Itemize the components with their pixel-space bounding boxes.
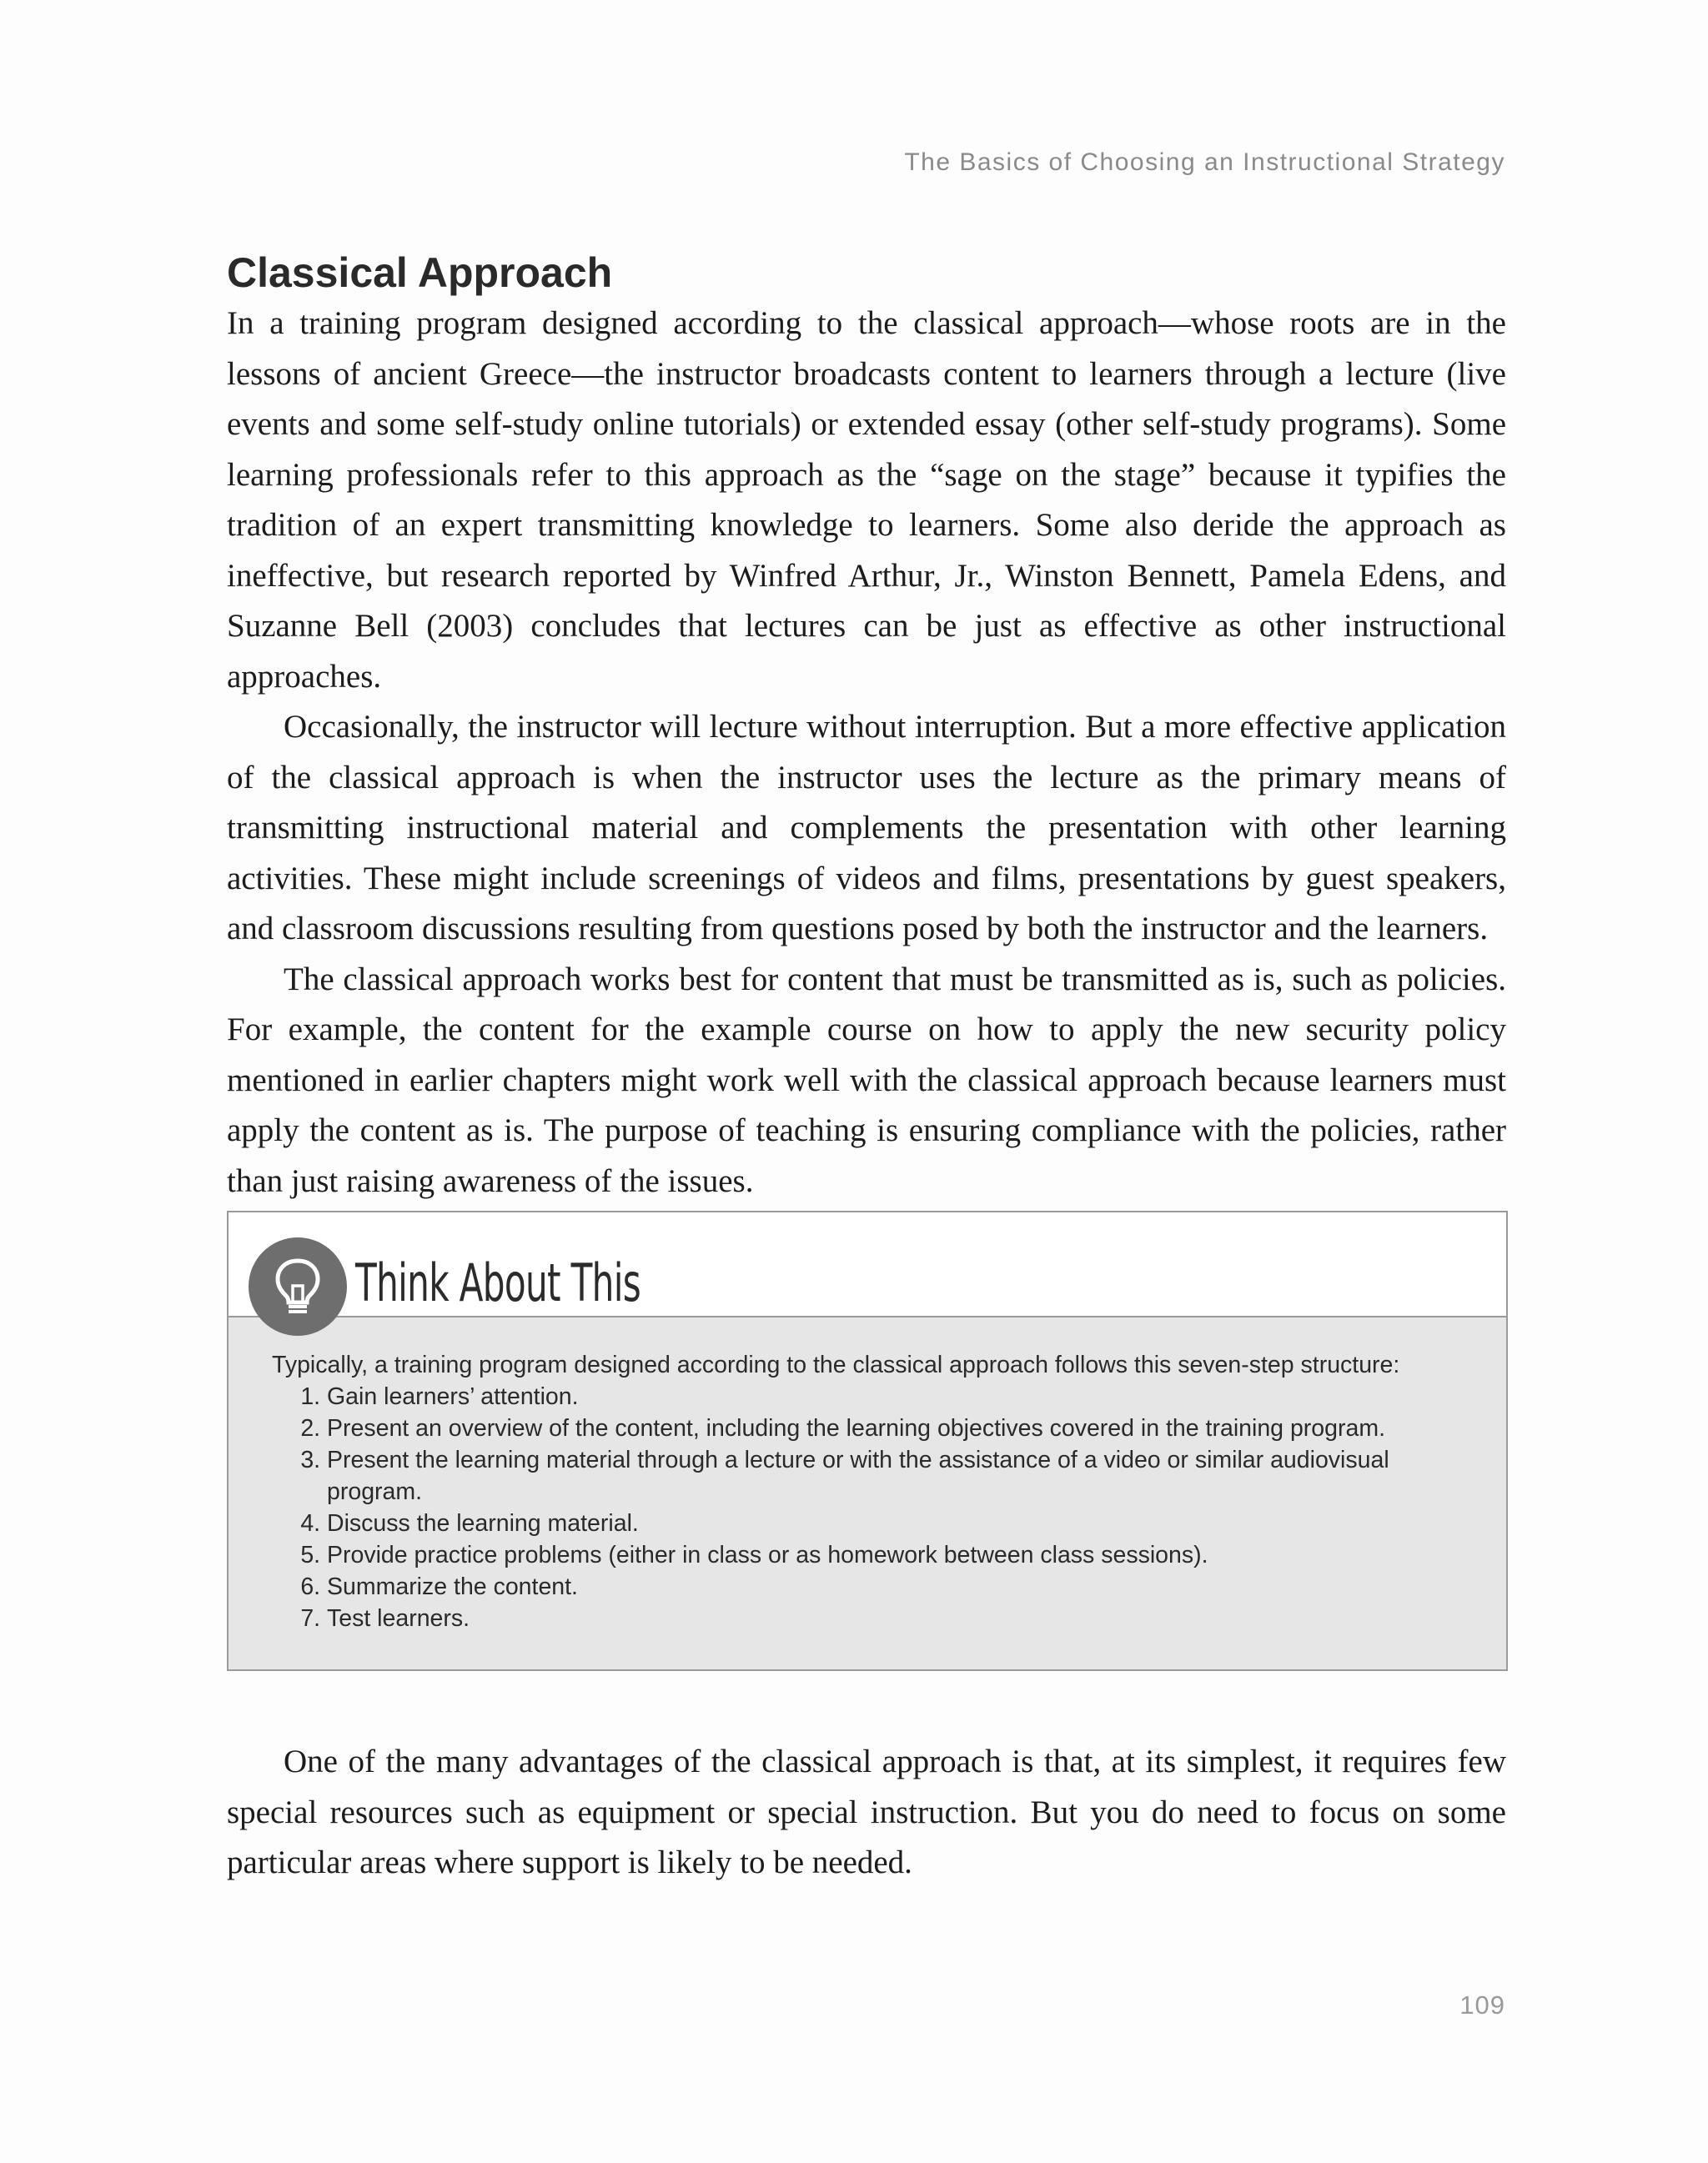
list-item: 5. Provide practice problems (either in class or as homework between class sessions). [327,1539,1456,1571]
lightbulb-icon [249,1237,347,1336]
callout-body [229,1317,1506,1669]
list-item: 6. Summarize the content. [327,1571,1456,1603]
list-item: 1. Gain learners’ attention. [327,1381,1456,1413]
list-item: 3. Present the learning material through a lecture or with the assistance of a video or similar audiovisual program. [327,1444,1456,1508]
steps-list [272,1381,1456,1634]
list-item: 4. Discuss the learning material. [327,1508,1456,1539]
closing-section [227,1737,1506,1889]
list-item: 7. Test learners. [327,1603,1456,1634]
list-item: 2. Present an overview of the content, including the learning objectives covered in the training program. [327,1413,1456,1444]
closing-paragraph: One of the many advantages of the classical approach is that, at its simplest, it requires few special resources such as equipment or special instruction. But you do need to focus on some particular areas where support is likely to be needed. [227,1744,1506,1880]
body-paragraph-3: The classical approach works best for content that must be transmitted as is, such as policies. For example, the content for the example course on how to apply the new security policy mentioned in earlier chapters might work well with the classical approach because learners must apply the content as is. The purpose of teaching is ensuring compliance with the policies, rather than just raising awareness of the issues. [227,961,1506,1199]
running-head: The Basics of Choosing an Instructional Strategy [904,148,1505,176]
callout-title: Think About This [355,1252,641,1313]
callout-intro: Typically, a training program designed according to the classical approach follows this seven-step structure: [272,1352,1400,1378]
callout-header [229,1212,1506,1317]
body-paragraph-2: Occasionally, the instructor will lecture without interruption. But a more effective application of the classical approach is when the instructor uses the lecture as the primary means of transmitting instructional material and complements the presentation with other learning activities. These might include screenings of videos and films, presentations by guest speakers, and classroom discussions resulting from questions posed by both the instructor and the learners. [227,709,1506,946]
body-paragraph-1: In a training program designed according to the classical approach—whose roots are in the lessons of ancient Greece—the instructor broadcasts content to learners through a lecture (live events and some self-study online tutorials) or extended essay (other self-study programs). Some learning professionals refer to this approach as the “sage on the stage” because it typifies the tradition of an expert transmitting knowledge to learners. Some also deride the approach as ineffective, but research reported by Winfred Arthur, Jr., Winston Bennett, Pamela Edens, and Suzanne Bell (2003) concludes that lectures can be just as effective as other instructional approaches. [227,305,1506,695]
main-content [227,247,1506,1207]
page-number: 109 [1459,1990,1505,2020]
think-about-this-callout [227,1211,1508,1671]
section-title: Classical Approach [227,249,613,296]
